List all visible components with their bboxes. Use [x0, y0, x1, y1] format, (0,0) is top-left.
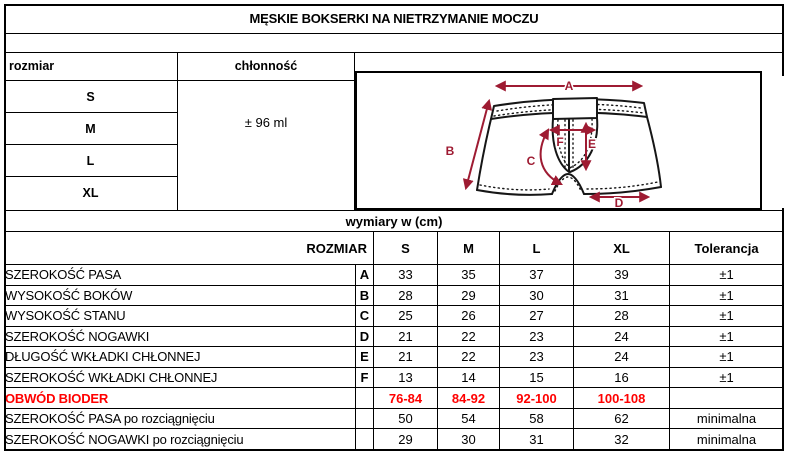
tolerance-value: ±1 — [670, 265, 784, 286]
diagram-label-b: B — [445, 144, 455, 158]
row-label: OBWÓD BIODER — [5, 388, 356, 409]
value-l: 30 — [500, 285, 574, 306]
table-row-leg-width — [5, 326, 784, 347]
value-m: 26 — [438, 306, 500, 327]
value-m: 35 — [438, 265, 500, 286]
row-letter: F — [356, 367, 374, 388]
row-letter: B — [356, 285, 374, 306]
value-l: 27 — [500, 306, 574, 327]
tolerance-value — [670, 388, 784, 409]
value-s: 76-84 — [374, 388, 438, 409]
empty-row — [4, 34, 784, 53]
value-m: 54 — [438, 408, 500, 429]
table-row-pad-width — [5, 367, 784, 388]
tolerance-value: ±1 — [670, 285, 784, 306]
tolerance-value: ±1 — [670, 347, 784, 368]
boxer-shorts-diagram — [357, 73, 760, 208]
size-m-label: M — [85, 122, 96, 136]
row-letter — [356, 429, 374, 450]
diagram-white-margin — [763, 76, 787, 208]
value-xl: 24 — [574, 347, 670, 368]
col-header-tolerance: Tolerancja — [670, 232, 784, 265]
diagram-label-f: F — [556, 135, 564, 149]
size-option-l — [4, 145, 178, 177]
size-xl-label: XL — [82, 186, 99, 200]
diagram-label-c: C — [526, 154, 536, 168]
size-column-header-label: rozmiar — [9, 59, 55, 73]
row-letter — [356, 408, 374, 429]
tolerance-value: minimalna — [670, 429, 784, 450]
value-xl: 100-108 — [574, 388, 670, 409]
row-label: WYSOKOŚĆ BOKÓW — [5, 285, 356, 306]
tolerance-value: ±1 — [670, 326, 784, 347]
row-label: SZEROKOŚĆ PASA — [5, 265, 356, 286]
value-xl: 62 — [574, 408, 670, 429]
value-s: 21 — [374, 326, 438, 347]
col-header-l: L — [500, 232, 574, 265]
value-l: 92-100 — [500, 388, 574, 409]
value-xl: 32 — [574, 429, 670, 450]
tolerance-value: ±1 — [670, 306, 784, 327]
row-label: WYSOKOŚĆ STANU — [5, 306, 356, 327]
table-row-waist-stretched — [5, 408, 784, 429]
row-label: DŁUGOŚĆ WKŁADKI CHŁONNEJ — [5, 347, 356, 368]
value-s: 13 — [374, 367, 438, 388]
value-s: 21 — [374, 347, 438, 368]
page-title: MĘSKIE BOKSERKI NA NIETRZYMANIE MOCZU — [249, 11, 539, 26]
absorbency-value: ± 96 ml — [244, 115, 288, 130]
value-s: 25 — [374, 306, 438, 327]
row-label: SZEROKOŚĆ NOGAWKI — [5, 326, 356, 347]
value-s: 50 — [374, 408, 438, 429]
column-header-row — [5, 232, 784, 265]
value-l: 15 — [500, 367, 574, 388]
value-xl: 16 — [574, 367, 670, 388]
value-m: 84-92 — [438, 388, 500, 409]
diagram-label-e: E — [587, 137, 597, 151]
absorbency-column-header-label: chłonność — [234, 59, 298, 73]
row-label: SZEROKOŚĆ WKŁADKI CHŁONNEJ — [5, 367, 356, 388]
diagram-label-a: A — [564, 79, 574, 93]
value-m: 14 — [438, 367, 500, 388]
measurement-diagram — [355, 71, 762, 210]
value-l: 23 — [500, 326, 574, 347]
col-header-s: S — [374, 232, 438, 265]
dimensions-section-header: wymiary w (cm) — [5, 211, 784, 232]
value-s: 28 — [374, 285, 438, 306]
rozmiar-column-header: ROZMIAR — [5, 232, 374, 265]
value-m: 30 — [438, 429, 500, 450]
row-label: SZEROKOŚĆ PASA po rozciągnięciu — [5, 408, 356, 429]
value-l: 23 — [500, 347, 574, 368]
table-row-side-height — [5, 285, 784, 306]
size-s-label: S — [86, 90, 95, 104]
size-column-header — [4, 53, 178, 81]
value-m: 22 — [438, 347, 500, 368]
col-header-m: M — [438, 232, 500, 265]
row-letter: E — [356, 347, 374, 368]
value-l: 58 — [500, 408, 574, 429]
size-l-label: L — [86, 154, 95, 168]
tolerance-value: minimalna — [670, 408, 784, 429]
col-header-xl: XL — [574, 232, 670, 265]
size-option-xl — [4, 177, 178, 210]
row-letter: D — [356, 326, 374, 347]
value-s: 29 — [374, 429, 438, 450]
value-l: 37 — [500, 265, 574, 286]
size-option-m — [4, 113, 178, 145]
size-option-s — [4, 81, 178, 113]
table-row-pad-length — [5, 347, 784, 368]
value-xl: 39 — [574, 265, 670, 286]
row-letter — [356, 388, 374, 409]
table-row-leg-stretched — [5, 429, 784, 450]
value-m: 29 — [438, 285, 500, 306]
document-title-row — [4, 4, 784, 34]
dimensions-section-header-row — [5, 211, 784, 232]
diagram-label-d: D — [614, 196, 624, 208]
row-label: SZEROKOŚĆ NOGAWKI po rozciągnięciu — [5, 429, 356, 450]
value-m: 22 — [438, 326, 500, 347]
row-letter: A — [356, 265, 374, 286]
value-xl: 24 — [574, 326, 670, 347]
value-s: 33 — [374, 265, 438, 286]
tolerance-value: ±1 — [670, 367, 784, 388]
table-row-rise-height — [5, 306, 784, 327]
value-l: 31 — [500, 429, 574, 450]
value-xl: 28 — [574, 306, 670, 327]
table-row-hip-circumference — [5, 388, 784, 409]
absorbency-value-cell — [178, 81, 355, 210]
row-letter: C — [356, 306, 374, 327]
dimensions-table — [4, 210, 784, 450]
absorbency-column-header — [178, 53, 355, 81]
value-xl: 31 — [574, 285, 670, 306]
table-row-waist-width — [5, 265, 784, 286]
